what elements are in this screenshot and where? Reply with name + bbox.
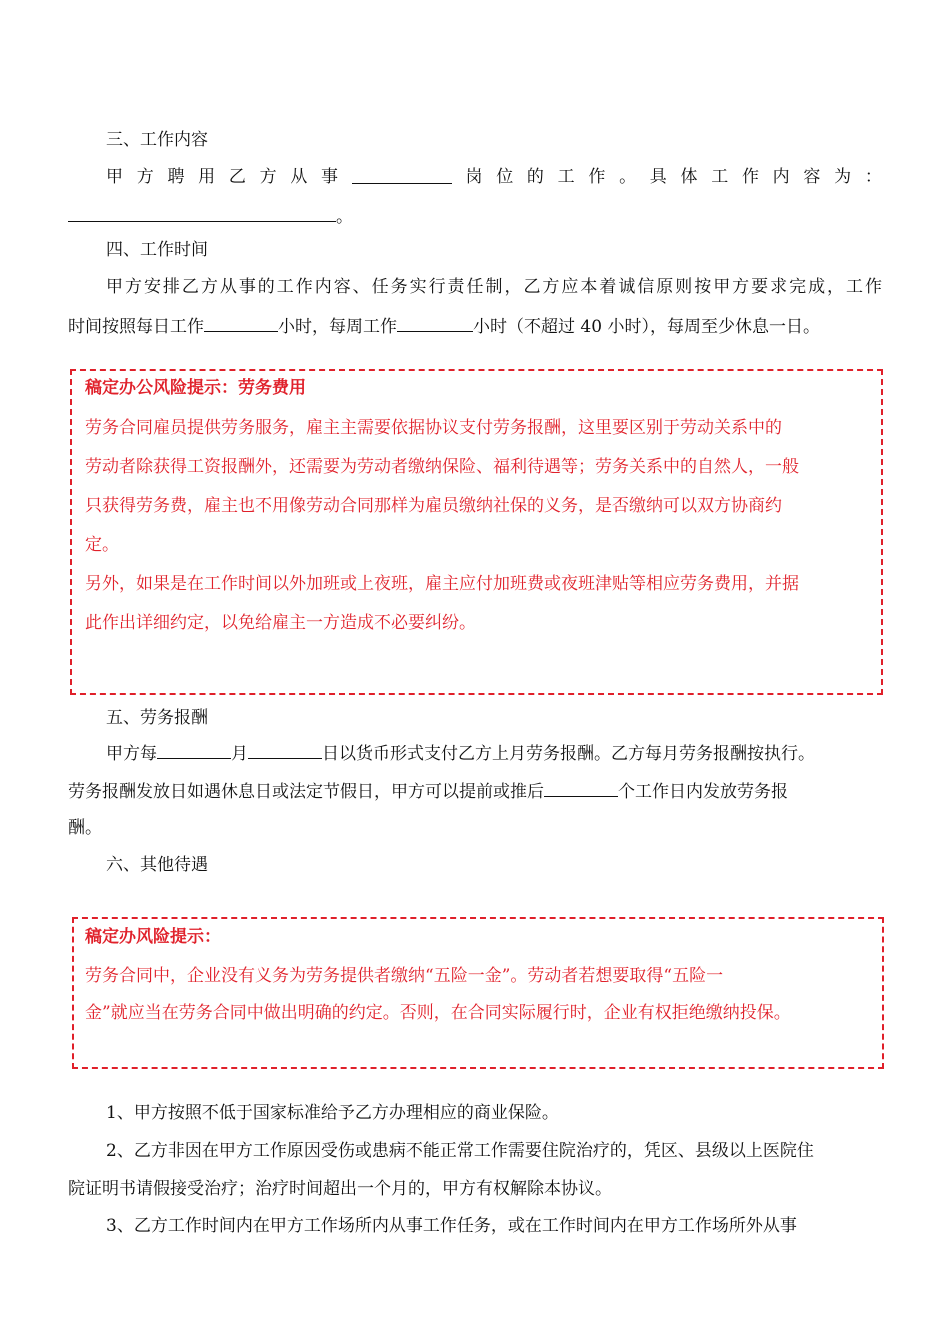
s3-char: 事 [321, 167, 339, 187]
pay-day-blank[interactable] [248, 742, 322, 759]
s3-char: 聘 [167, 167, 185, 187]
s3-char: 方 [259, 167, 277, 187]
s3-char: ： [864, 167, 882, 187]
s3-char: 作 [588, 167, 606, 187]
workdays-blank[interactable] [544, 780, 618, 797]
section5-line1 [106, 742, 815, 764]
s3-char: 岗 [465, 167, 483, 187]
section4-line2 [68, 315, 820, 337]
text-segment: 月 [231, 744, 248, 764]
text-segment: 甲方每 [106, 744, 157, 764]
item-1: 1、甲方按照不低于国家标准给予乙方办理相应的商业保险。 [106, 1103, 559, 1123]
position-blank[interactable] [352, 167, 452, 184]
s3-char: 为 [834, 167, 852, 187]
s3-char: 乙 [228, 167, 246, 187]
s3-char: 工 [557, 167, 575, 187]
tip1-title: 稿定办公风险提示：劳务费用 [85, 378, 306, 398]
tip1-line: 劳动者除获得工资报酬外，还需要为劳动者缴纳保险、福利待遇等；劳务关系中的自然人，一般 [85, 457, 799, 477]
s3-char: 体 [680, 167, 698, 187]
section3-heading: 三、工作内容 [106, 130, 208, 150]
s3-char: 具 [649, 167, 667, 187]
text-segment: 个工作日内发放劳务报 [618, 782, 788, 802]
work-content-blank[interactable] [68, 205, 336, 222]
s3-char: 。 [619, 167, 637, 187]
s3-char: 内 [772, 167, 790, 187]
tip1-line: 此作出详细约定，以免给雇主一方造成不必要纠纷。 [85, 613, 476, 633]
tip2-line: 金”就应当在劳务合同中做出明确的约定。否则，在合同实际履行时，企业有权拒绝缴纳投保。 [85, 1003, 791, 1023]
item-3-line1: 3、乙方工作时间内在甲方工作场所内从事工作任务，或在工作时间内在甲方工作场所外从事 [106, 1216, 797, 1236]
section5-line3: 酬。 [68, 818, 102, 838]
tip1-line: 另外，如果是在工作时间以外加班或上夜班，雇主应付加班费或夜班津贴等相应劳务费用，并据 [85, 574, 799, 594]
text-segment: 劳务报酬发放日如遇休息日或法定节假日，甲方可以提前或推后 [68, 782, 544, 802]
s3-char: 容 [803, 167, 821, 187]
text-segment: 小时（不超过 40 小时），每周至少休息一日。 [473, 317, 820, 337]
s3-char: 甲 [106, 167, 123, 187]
section5-heading: 五、劳务报酬 [106, 708, 208, 728]
weekly-hours-blank[interactable] [397, 315, 473, 332]
s3-char: 从 [290, 167, 308, 187]
tip1-line: 定。 [85, 535, 119, 555]
section4-line1: 甲方安排乙方从事的工作内容、任务实行责任制，乙方应本着诚信原则按甲方要求完成，工作 [106, 277, 882, 297]
s3-char: 工 [711, 167, 729, 187]
s3-char: 作 [741, 167, 759, 187]
tip2-line: 劳务合同中，企业没有义务为劳务提供者缴纳“五险一金”。劳动者若想要取得“五险一 [85, 966, 724, 986]
period: 。 [336, 207, 353, 227]
s3-char: 位 [496, 167, 514, 187]
s3-char: 用 [198, 167, 216, 187]
tip1-line: 只获得劳务费，雇主也不用像劳动合同那样为雇员缴纳社保的义务，是否缴纳可以双方协商约 [85, 496, 782, 516]
tip1-line: 劳务合同雇员提供劳务服务，雇主主需要依据协议支付劳务报酬，这里要区别于劳动关系中的 [85, 418, 782, 438]
text-segment: 日以货币形式支付乙方上月劳务报酬。乙方每月劳务报酬按执行。 [322, 744, 815, 764]
section3-line2 [68, 205, 353, 227]
section4-heading: 四、工作时间 [106, 240, 208, 260]
item-2-line2: 院证明书请假接受治疗；治疗时间超出一个月的，甲方有权解除本协议。 [68, 1179, 612, 1199]
s3-char: 的 [526, 167, 544, 187]
section5-line2 [68, 780, 788, 802]
tip2-title: 稿定办风险提示： [85, 927, 221, 947]
item-2-line1: 2、乙方非因在甲方工作原因受伤或患病不能正常工作需要住院治疗的，凭区、县级以上医院住 [106, 1141, 814, 1161]
s3-char: 方 [136, 167, 154, 187]
daily-hours-blank[interactable] [204, 315, 278, 332]
section6-heading: 六、其他待遇 [106, 855, 208, 875]
pay-month-blank[interactable] [157, 742, 231, 759]
text-segment: 小时，每周工作 [278, 317, 397, 337]
section3-line1 [106, 167, 882, 187]
text-segment: 时间按照每日工作 [68, 317, 204, 337]
